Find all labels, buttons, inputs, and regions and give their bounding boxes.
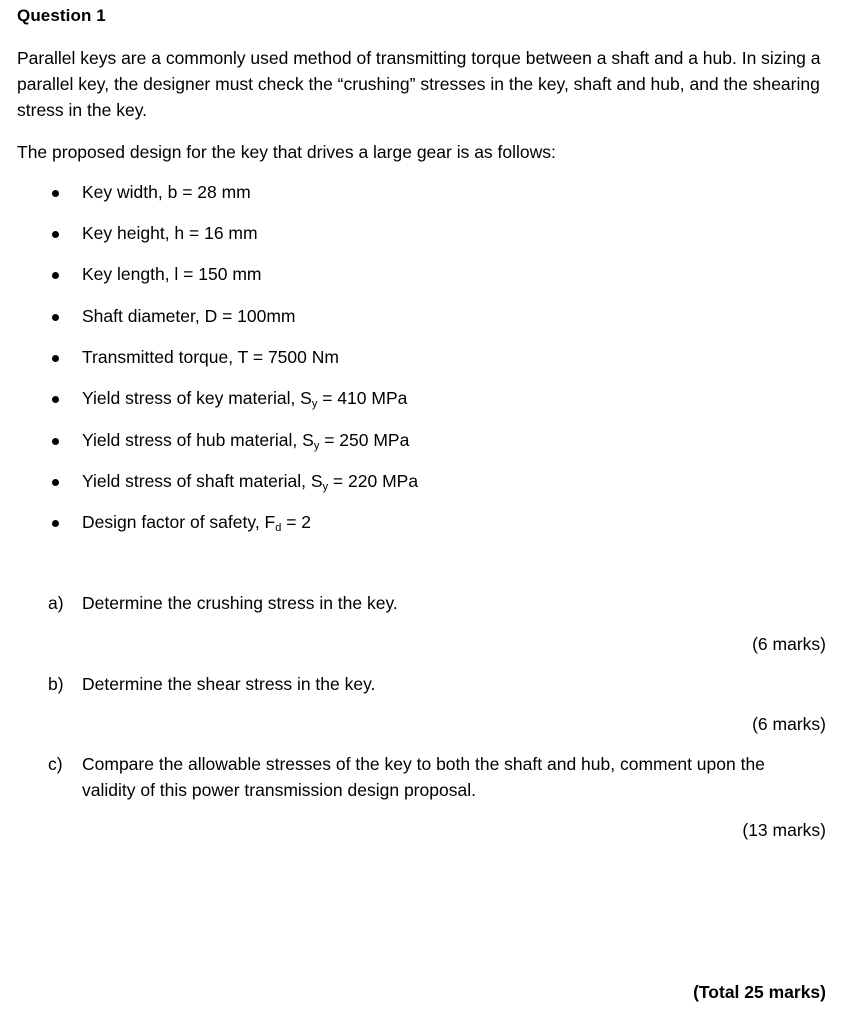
param-value: = 410 MPa [317, 388, 408, 408]
param-value: = 2 [281, 512, 312, 532]
marks-b: (6 marks) [752, 714, 826, 734]
param-subscript: y [322, 481, 329, 493]
sub-question-label: c) [48, 754, 63, 774]
param-subscript: y [311, 398, 318, 410]
param-text: Yield stress of shaft material, S [82, 471, 323, 491]
bullet-icon [52, 438, 59, 445]
bullet-icon [52, 272, 59, 279]
param-text: Shaft diameter, D = 100mm [82, 306, 296, 326]
marks-c: (13 marks) [742, 820, 826, 840]
sub-question-label: b) [48, 674, 64, 694]
question-heading: Question 1 [17, 6, 106, 25]
bullet-icon [52, 355, 59, 362]
sub-question-text: Compare the allowable stresses of the key to both the shaft and hub, comment upon the validity of this power transmission design proposal. [82, 754, 765, 800]
total-marks: (Total 25 marks) [693, 982, 826, 1002]
param-text: Key length, l = 150 mm [82, 264, 262, 284]
intro-paragraph: Parallel keys are a commonly used method of transmitting torque between a shaft and a hub. In sizing a parallel key, the designer must check the “crushing” stresses in the key, shaft and hub, and the shearing stress in the key. [17, 48, 821, 120]
marks-a: (6 marks) [752, 634, 826, 654]
param-subscript: y [313, 440, 320, 452]
bullet-icon [52, 190, 59, 197]
design-lead-paragraph: The proposed design for the key that drives a large gear is as follows: [17, 142, 556, 162]
param-text: Yield stress of hub material, S [82, 430, 314, 450]
param-value: = 220 MPa [328, 471, 419, 491]
sub-question-text: Determine the crushing stress in the key. [82, 593, 398, 613]
param-text: Key width, b = 28 mm [82, 182, 251, 202]
param-text: Design factor of safety, F [82, 512, 276, 532]
param-text: Yield stress of key material, S [82, 388, 312, 408]
sub-question-text: Determine the shear stress in the key. [82, 674, 376, 694]
bullet-icon [52, 520, 59, 527]
bullet-icon [52, 314, 59, 321]
param-text: Transmitted torque, T = 7500 Nm [82, 347, 339, 367]
param-text: Key height, h = 16 mm [82, 223, 258, 243]
bullet-icon [52, 231, 59, 238]
param-value: = 250 MPa [319, 430, 410, 450]
param-subscript: d [275, 522, 282, 534]
sub-question-label: a) [48, 593, 64, 613]
bullet-icon [52, 479, 59, 486]
bullet-icon [52, 396, 59, 403]
